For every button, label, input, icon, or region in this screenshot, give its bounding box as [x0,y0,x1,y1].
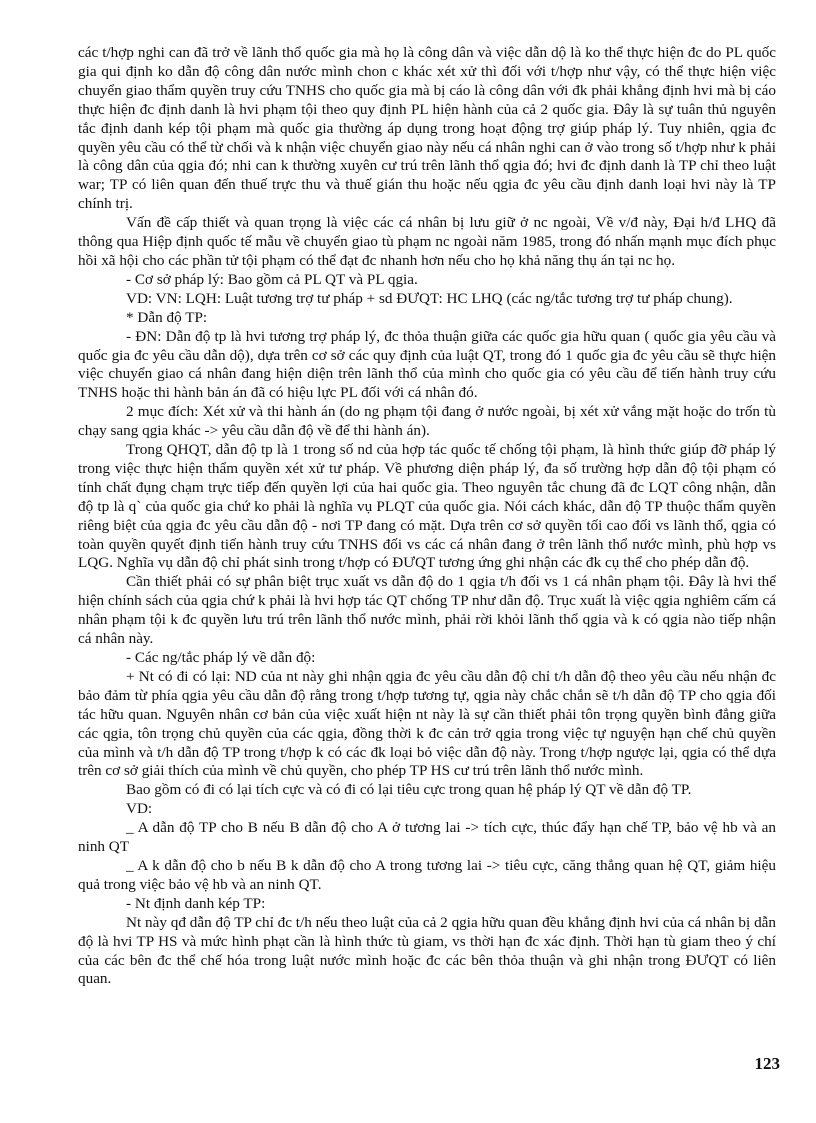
paragraph-extradition-definition: - ĐN: Dẫn độ tp là hvi tương trợ pháp lý, đc thỏa thuận giữa các quốc gia hữu quan ( quốc gia yêu cầu và quốc gia đc yêu cầu dẫn dộ), dựa trên cơ sở các quy định của luật QT, trong đó 1 quốc gia đc yêu cầu sẽ thực hiện việc chuyển giao cá nhân đang hiện diện trên lãnh thổ của mình cho quốc gia có yêu cầu để tiến hành truy cứu TNHS hoặc thi hành bản án đã có hiệu lực PL đối với cá nhân đó. [78,327,776,402]
paragraph-expulsion-vs-extradition: Cần thiết phải có sự phân biệt trục xuất vs dẫn độ do 1 qgia t/h đối vs 1 cá nhân phạm tội. Đây là hvi thể hiện chính sách của qgia chứ k phải là hvi hợp tác QT chống TP như dẫn độ. Trục xuất là việc qgia nghiêm cấm cá nhân phạm tội k đc quyền lưu trú trên lãnh thổ nước mình, phải rời khỏi lãnh thổ qgia và k có qgia nào tiếp nhận cá nhân này. [78,573,776,648]
paragraph-double-criminality: Nt này qđ dẫn độ TP chỉ đc t/h nếu theo luật của cả 2 qgia hữu quan đều khẳng định hvi của cá nhân bị dẫn độ là hvi TP HS và mức hình phạt cần là hình thức tù giam, vs thời hạn đc xác định. Thời hạn tù giam theo ý chí của các bên đc thể chế hóa trong luật nước mình hoặc đc các bên thỏa thuận và ghi nhận trong ĐƯQT có liên quan. [78,913,776,988]
document-page [78,44,776,989]
subheading-double-criminality: - Nt định danh kép TP: [126,894,266,912]
example-positive-reciprocity: _ A dẫn độ TP cho B nếu B dẫn độ cho A ở tương lai -> tích cực, thúc đẩy hạn chế TP, bảo vệ hb và an ninh QT [78,819,776,856]
paragraph-extradition-purposes: 2 mục đích: Xét xử và thi hành án (do ng phạm tội đang ở nước ngoài, bị xét xử vắng mặt hoặc do trốn tù chạy sang qgia khác -> yêu cầu dẫn độ về để thi hành án). [78,403,776,440]
section-heading-extradition: * Dẫn độ TP: [126,308,208,326]
paragraph-extradition-in-international-relations: Trong QHQT, dẫn độ tp là 1 trong số nd của hợp tác quốc tế chống tội phạm, là hình thức giúp đỡ pháp lý trong việc thực hiện thẩm quyền xét xử tư pháp. Về phương diện pháp lý, đa số trường hợp dẫn độ tội phạm có tính chất đụng chạm trực tiếp đến quyền lợi của hai quốc gia. Theo nguyên tắc chung đã đc LQT công nhận, dẫn độ tp là q` của quốc gia chứ ko phải là nghĩa vụ PLQT của quốc gia. Nói cách khác, dẫn độ TP thuộc thẩm quyền riêng biệt của qgia đc yêu cầu dẫn độ - nơi TP đang có mặt. Dựa trên cơ sở quyền tối cao đối vs lãnh thổ, qgia có toàn quyền quyết định tiến hành truy cứu TNHS đối vs các cá nhân đang ở trên lãnh thổ nước mình, phù hợp vs LQG. Nghĩa vụ dẫn độ chỉ phát sinh trong t/hợp có ĐƯQT tương ứng ghi nhận các đk cụ thể cho phép dẫn độ. [78,441,776,572]
paragraph-reciprocity-types: Bao gồm có đi có lại tích cực và có đi có lại tiêu cực trong quan hệ pháp lý QT về dẫn độ TP. [126,781,692,799]
paragraph-continuation-transfer-of-jurisdiction: các t/hợp nghi can đã trở về lãnh thổ quốc gia mà họ là công dân và việc dẫn dộ là ko thể thực hiện đc do PL quốc gia qui định ko dẫn độ công dân nước mình chon c khác xét xử thì đối với t/hợp như vậy, có thể thực hiện việc chuyển giao thẩm quyền truy cứu TNHS cho quốc gia mà bị cáo là công dân với đk phải khẳng định hvi mà bị cáo thực hiện đc định danh là hvi phạm tội theo quy định PL hiện hành của cả 2 quốc gia. Đây là sự tuân thủ nguyên tắc định danh kép tội phạm mà quốc gia thường áp dụng trong hoạt động trợ giúp pháp lý. Tuy nhiên, qgia đc quyền yêu cầu có thể từ chối và k nhận việc chuyển giao này nếu cá nhân nghi can ở vào trong số t/hợp như k phải là công dân của qgia đó; nhi can k thường xuyên cư trú trên lãnh thổ qgia đó; hvi đc định danh là TP chỉ theo luật war; TP có liên quan đến thuế trực thu và thuế gián thu hoặc nếu qgia đc yêu cầu định danh loại hvi này là TP chính trị. [78,44,776,213]
paragraph-prisoner-transfer: Vấn đề cấp thiết và quan trọng là việc các cá nhân bị lưu giữ ở nc ngoài, Về v/đ này, Đại h/đ LHQ đã thông qua Hiệp định quốc tế mẫu về chuyển giao tù phạm nc ngoài năm 1985, trong đó nhấn mạnh mục đích phục hồi xã hội cho các phần tử tội phạm có thể đạt đc nhanh hơn nếu cho họ khả năng thụ án tại nc họ. [78,214,776,269]
example-negative-reciprocity: _ A k dẫn độ cho b nếu B k dẫn độ cho A trong tương lai -> tiêu cực, căng thẳng quan hệ QT, giảm hiệu quả trong việc bảo vệ hb và an ninh QT. [78,856,776,893]
subheading-extradition-principles: - Các ng/tắc pháp lý về dẫn độ: [126,649,316,666]
page-number: 123 [754,1054,780,1073]
paragraph-legal-basis-example: VD: VN: LQH: Luật tương trợ tư pháp + sd ĐƯQT: HC LHQ (các ng/tắc tương trợ tư pháp chung). [126,289,733,307]
paragraph-legal-basis: - Cơ sở pháp lý: Bao gồm cả PL QT và PL qgia. [126,270,418,288]
label-example: VD: [126,800,153,818]
paragraph-reciprocity-principle: + Nt có đi có lại: ND của nt này ghi nhận qgia đc yêu cầu dẫn độ chỉ t/h dẫn độ theo yêu cầu nếu nhận đc bảo đảm từ phía qgia yêu cầu dẫn độ rằng trong t/hợp tương tự, qgia này chắc chắn sẽ t/h dẫn độ TP cho qgia đối tác hữu quan. Nguyên nhân cơ bản của việc xuất hiện nt này là sự cần thiết phải tôn trọng quyền bình đẳng giữa các qgia, tôn trọng chủ quyền của các qgia, đồng thời k đc cản trở qgia trong việc tự nguyện hạn chế chủ quyền của mình và t/h dẫn độ TP trong t/hợp k có các đk loại bỏ việc dẫn độ này. Trong t/hợp ngược lại, qgia có thể dựa trên cơ sở giải thích của mình về chủ quyền, cho phép TP HS cư trú trên lãnh thổ nước mình. [78,667,776,780]
